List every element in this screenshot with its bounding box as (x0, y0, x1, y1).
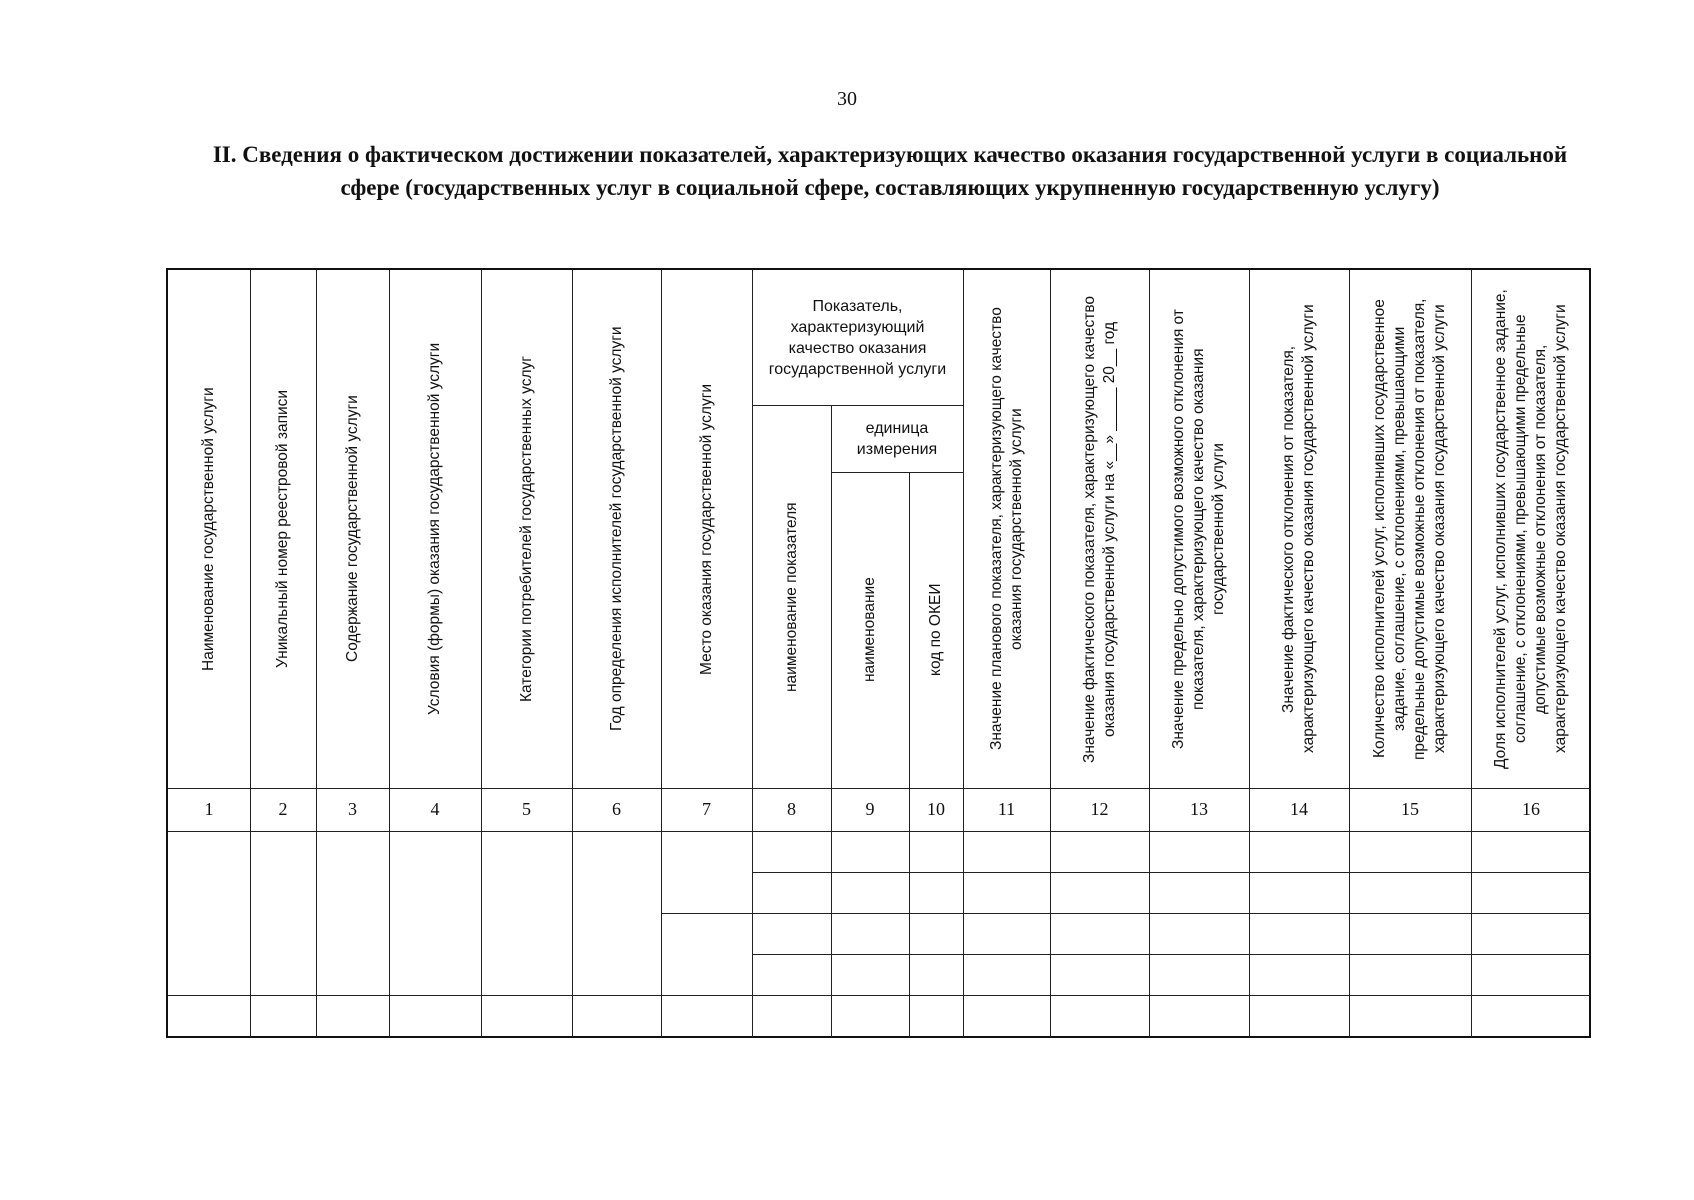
header-registry-number: Уникальный номер реестровой записи (274, 389, 291, 669)
grid-line (1149, 270, 1150, 1038)
grid-line (752, 270, 753, 1038)
header-service-conditions: Условия (формы) оказания государственной услуги (426, 342, 443, 716)
header-executor-year: Год определения исполнителей государственной услуги (607, 326, 625, 732)
header-permissible-deviation: Значение предельно допустимого возможного отклонения от показателя, характеризующего качество оказания государственной услуги (1170, 309, 1227, 749)
column-number: 8 (787, 799, 796, 819)
column-number: 7 (702, 799, 711, 819)
grid-line (661, 913, 1591, 914)
grid-line (316, 270, 317, 1038)
grid-line (752, 872, 1591, 873)
grid-line (572, 270, 573, 1038)
column-number: 13 (1190, 799, 1208, 819)
section-title: II. Сведения о фактическом достижении показателей, характеризующих качество оказания государственной услуги в социальной сфере (государственных услуг в социальной сфере, составляющих укрупненную государственную услугу) (212, 142, 1568, 200)
column-number: 2 (278, 799, 288, 819)
page-number: 30 (837, 88, 857, 110)
column-number: 15 (1401, 799, 1419, 819)
grid-line (250, 270, 251, 1038)
header-unit-group: единица измерения (856, 419, 938, 458)
header-executors-count: Количество исполнителей услуг, исполнивших государственное задание, соглашение, с отклонениями, превышающими предельные допустимые возможные отклонения от показателя, характеризующего качество оказания государственной услуги (1371, 298, 1448, 760)
column-number: 6 (612, 799, 621, 819)
column-number: 3 (348, 799, 357, 819)
column-number: 4 (430, 799, 440, 819)
grid-line (1249, 270, 1250, 1038)
column-number: 14 (1290, 799, 1308, 819)
grid-line (168, 788, 1591, 789)
column-number: 16 (1522, 799, 1540, 819)
column-number: 5 (522, 799, 531, 819)
header-actual-deviation: Значение фактического отклонения от показателя, характеризующего качество оказания государственной услуги (1280, 304, 1317, 754)
grid-line (752, 405, 963, 406)
grid-line (168, 831, 1591, 832)
grid-line (661, 270, 662, 1038)
header-consumer-categories: Категории потребителей государственных услуг (517, 356, 535, 702)
header-okei-code: код по ОКЕИ (927, 583, 944, 677)
header-indicator-name: наименование показателя (782, 501, 800, 692)
column-number: 10 (927, 799, 945, 819)
grid-line (1471, 270, 1472, 1038)
header-service-name: Наименование государственной услуги (200, 387, 217, 671)
header-planned-value: Значение планового показателя, характеризующего качество оказания государственной услуги (987, 307, 1025, 751)
grid-line (831, 472, 963, 473)
grid-line (752, 954, 1591, 955)
header-executors-share: Доля исполнителей услуг, исполнивших государственное задание, соглашение, с отклонениями, превышающими предельные допустимые возможные отклонения от показателя, характеризующего качество оказания государственной услуги (1492, 289, 1569, 769)
grid-line (1349, 270, 1350, 1038)
header-service-content: Содержание государственной услуги (343, 395, 361, 663)
column-number: 9 (865, 799, 875, 819)
grid-line (831, 405, 832, 1038)
grid-line (481, 270, 482, 1038)
column-number: 12 (1090, 799, 1109, 819)
header-unit-name: наименование (861, 577, 878, 683)
header-indicator-group: Показатель, характеризующий качество оказания государственной услуги (768, 297, 947, 378)
grid-line (1050, 270, 1051, 1038)
grid-line (168, 995, 1591, 996)
grid-line (389, 270, 390, 1038)
grid-line (963, 270, 964, 1038)
column-number: 11 (997, 799, 1016, 819)
quality-indicators-table (166, 268, 1591, 1038)
column-number: 1 (204, 799, 214, 819)
header-actual-value: Значение фактического показателя, характеризующего качество оказания государственной услуги на «__» _____ 20__ год (1080, 295, 1118, 763)
header-service-place: Место оказания государственной услуги (697, 383, 715, 675)
